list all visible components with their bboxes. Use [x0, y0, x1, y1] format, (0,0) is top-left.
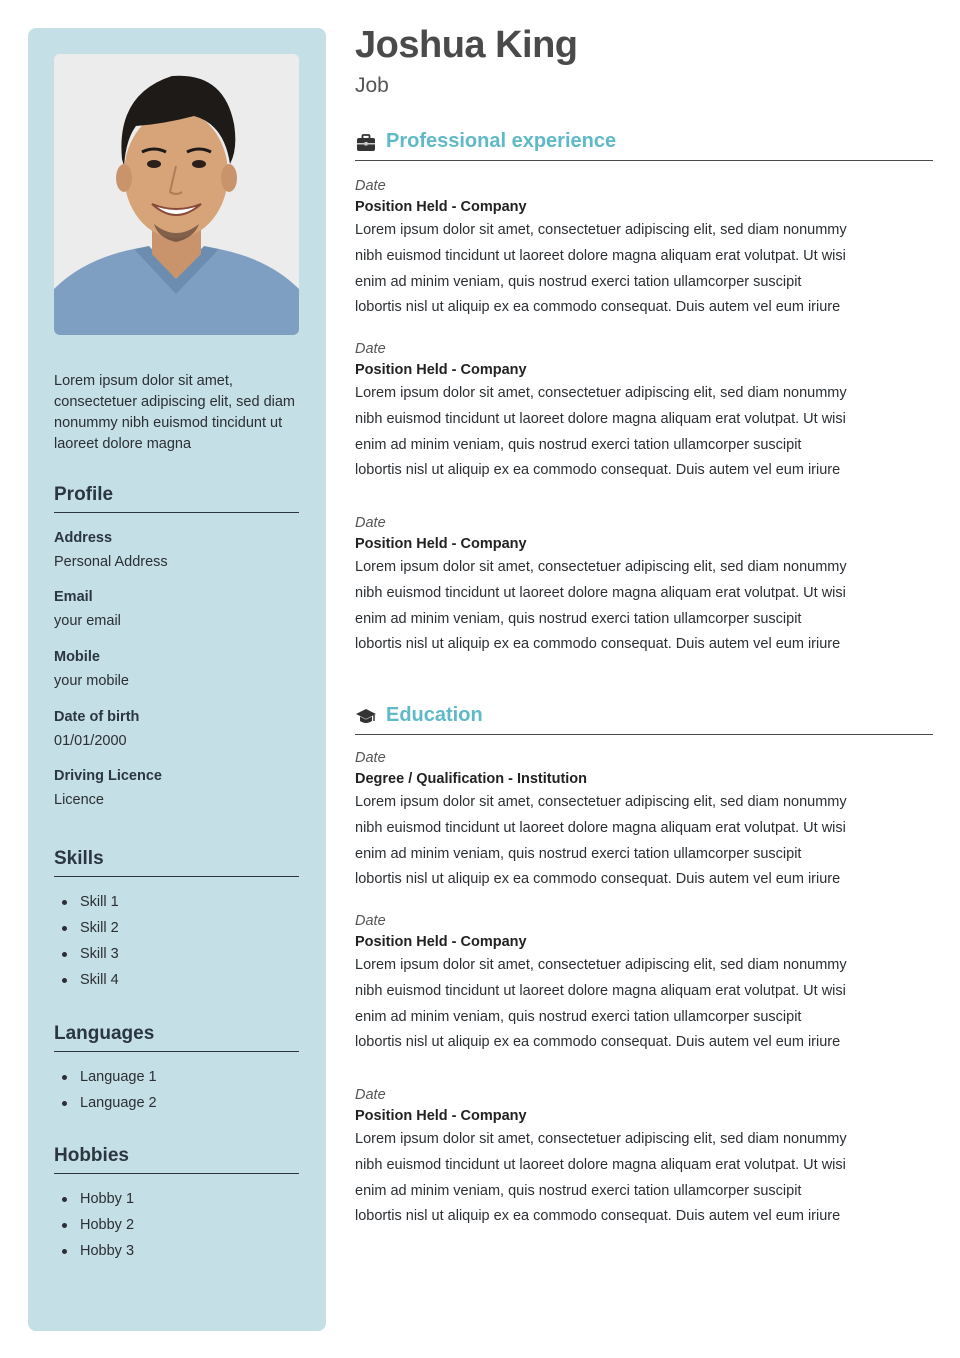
entry-position: Position Held - Company: [355, 199, 527, 215]
entry-date: Date: [355, 750, 386, 766]
languages-list: [54, 1064, 157, 1116]
dob-label: Date of birth: [54, 709, 140, 725]
entry-description: [355, 953, 933, 1056]
skills-heading: Skills: [54, 848, 299, 877]
entry-description: [355, 1127, 933, 1230]
desc-line: nibh euismod tincidunt ut laoreet dolore magna aliquam erat volutpat. Ut wisi: [355, 410, 846, 427]
hobbies-heading: Hobbies: [54, 1145, 299, 1174]
education-title: Education: [386, 704, 483, 726]
job-title: Job: [355, 74, 389, 97]
desc-line: nibh euismod tincidunt ut laoreet dolore magna aliquam erat volutpat. Ut wisi: [355, 1156, 846, 1173]
entry-description: [355, 555, 933, 658]
desc-line: Lorem ipsum dolor sit amet, consectetuer adipiscing elit, sed diam nonummy: [355, 957, 847, 973]
entry-description: [355, 218, 933, 321]
experience-entry: [355, 513, 933, 658]
mobile-label: Mobile: [54, 649, 100, 665]
mobile-value: your mobile: [54, 673, 129, 689]
experience-title: Professional experience: [386, 130, 617, 152]
entry-date: Date: [355, 913, 386, 929]
skills-list: [54, 889, 119, 993]
desc-line: lobortis nisl ut aliquip ex ea commodo consequat. Duis autem vel eum iriure: [355, 1034, 841, 1051]
list-item: Hobby 2: [54, 1212, 134, 1238]
desc-line: enim ad minim veniam, quis nostrud exerci tation ullamcorper suscipit: [355, 436, 802, 453]
sidebar: [28, 28, 326, 1331]
list-item: Skill 1: [54, 889, 119, 915]
entry-description: [355, 381, 933, 484]
list-item: Skill 3: [54, 941, 119, 967]
address-label: Address: [54, 530, 113, 546]
address-value: Personal Address: [54, 554, 168, 570]
desc-line: nibh euismod tincidunt ut laoreet dolore magna aliquam erat volutpat. Ut wisi: [355, 819, 846, 836]
entry-date: Date: [355, 178, 386, 194]
desc-line: lobortis nisl ut aliquip ex ea commodo consequat. Duis autem vel eum iriure: [355, 1208, 841, 1225]
email-value: your email: [54, 613, 121, 629]
entry-position: Position Held - Company: [355, 536, 527, 552]
experience-entry: [355, 339, 933, 484]
entry-position: Position Held - Company: [355, 934, 527, 950]
desc-line: enim ad minim veniam, quis nostrud exerci tation ullamcorper suscipit: [355, 1182, 802, 1199]
desc-line: enim ad minim veniam, quis nostrud exerci tation ullamcorper suscipit: [355, 1008, 802, 1025]
experience-section-title: [355, 130, 933, 161]
education-entry: [355, 1085, 933, 1230]
entry-date: Date: [355, 515, 386, 531]
education-entry: [355, 748, 933, 893]
desc-line: lobortis nisl ut aliquip ex ea commodo consequat. Duis autem vel eum iriure: [355, 636, 841, 653]
desc-line: Lorem ipsum dolor sit amet, consectetuer adipiscing elit, sed diam nonummy: [355, 794, 847, 810]
entry-position: Position Held - Company: [355, 362, 527, 378]
profile-photo: [54, 54, 299, 335]
dob-value: 01/01/2000: [54, 733, 127, 749]
list-item: Hobby 3: [54, 1238, 134, 1264]
licence-value: Licence: [54, 792, 104, 808]
desc-line: lobortis nisl ut aliquip ex ea commodo consequat. Duis autem vel eum iriure: [355, 462, 841, 479]
desc-line: enim ad minim veniam, quis nostrud exerci tation ullamcorper suscipit: [355, 610, 802, 627]
entry-description: [355, 790, 933, 893]
desc-line: nibh euismod tincidunt ut laoreet dolore magna aliquam erat volutpat. Ut wisi: [355, 247, 846, 264]
desc-line: Lorem ipsum dolor sit amet, consectetuer adipiscing elit, sed diam nonummy: [355, 222, 847, 238]
intro-text: Lorem ipsum dolor sit amet, consectetuer adipiscing elit, sed diam nonummy nibh euismod tincidunt ut laoreet dolore magna: [54, 373, 295, 452]
entry-date: Date: [355, 341, 386, 357]
desc-line: Lorem ipsum dolor sit amet, consectetuer adipiscing elit, sed diam nonummy: [355, 1131, 847, 1147]
desc-line: lobortis nisl ut aliquip ex ea commodo consequat. Duis autem vel eum iriure: [355, 871, 841, 888]
hobbies-list: [54, 1186, 134, 1264]
desc-line: enim ad minim veniam, quis nostrud exerci tation ullamcorper suscipit: [355, 273, 802, 290]
desc-line: nibh euismod tincidunt ut laoreet dolore magna aliquam erat volutpat. Ut wisi: [355, 584, 846, 601]
languages-heading: Languages: [54, 1023, 299, 1052]
desc-line: enim ad minim veniam, quis nostrud exerci tation ullamcorper suscipit: [355, 845, 802, 862]
full-name: Joshua King: [355, 24, 578, 66]
list-item: Language 1: [54, 1064, 157, 1090]
desc-line: nibh euismod tincidunt ut laoreet dolore magna aliquam erat volutpat. Ut wisi: [355, 982, 846, 999]
education-entry: [355, 911, 933, 1056]
list-item: Skill 2: [54, 915, 119, 941]
desc-line: lobortis nisl ut aliquip ex ea commodo consequat. Duis autem vel eum iriure: [355, 299, 841, 316]
education-section-title: [355, 704, 933, 735]
entry-position: Degree / Qualification - Institution: [355, 771, 588, 787]
list-item: Skill 4: [54, 967, 119, 993]
entry-date: Date: [355, 1087, 386, 1103]
graduation-cap-icon: [355, 706, 377, 728]
desc-line: Lorem ipsum dolor sit amet, consectetuer adipiscing elit, sed diam nonummy: [355, 559, 847, 575]
licence-label: Driving Licence: [54, 768, 162, 784]
experience-entry: [355, 176, 933, 321]
list-item: Language 2: [54, 1090, 157, 1116]
email-label: Email: [54, 589, 93, 605]
desc-line: Lorem ipsum dolor sit amet, consectetuer adipiscing elit, sed diam nonummy: [355, 385, 847, 401]
entry-position: Position Held - Company: [355, 1108, 527, 1124]
profile-heading: Profile: [54, 484, 299, 513]
briefcase-icon: [355, 132, 377, 154]
list-item: Hobby 1: [54, 1186, 134, 1212]
